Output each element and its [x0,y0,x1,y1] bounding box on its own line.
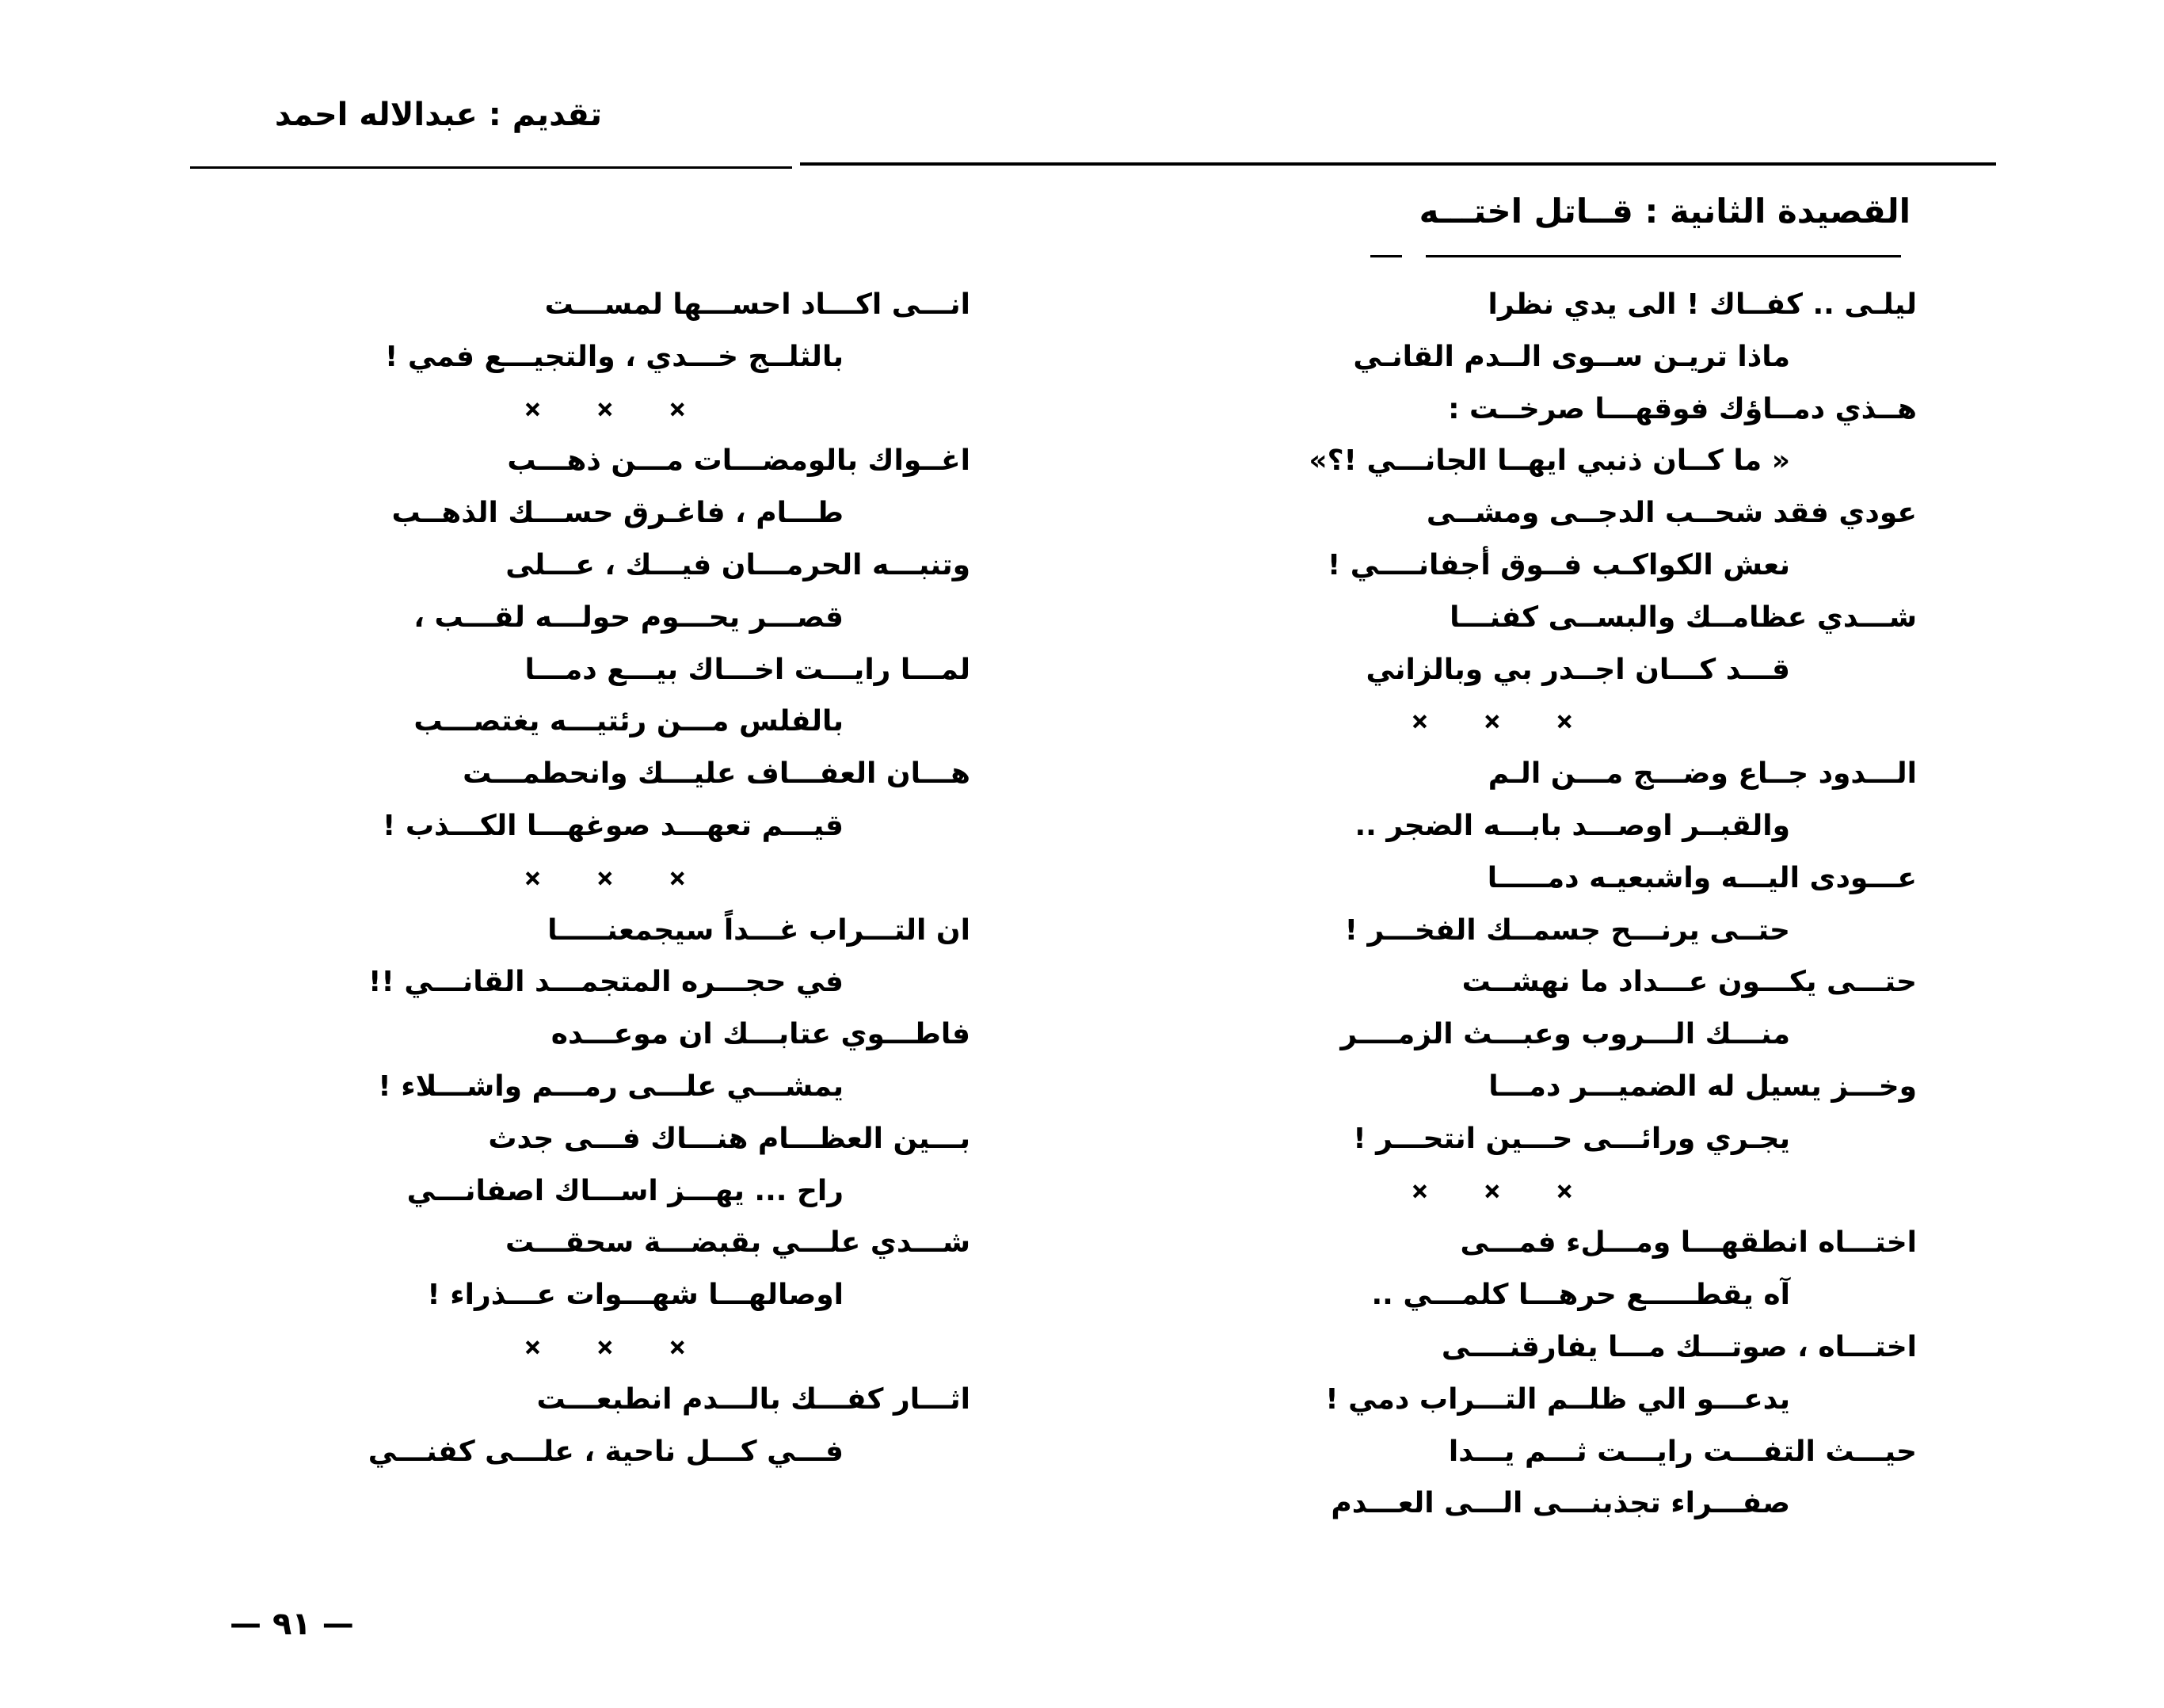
verse-line: حيـــث التفـــت رايـــت ثـــم يـــدا [1448,1435,1917,1468]
verse-line: فـــي كـــل ناحية ، علـــى كفنـــي [368,1435,844,1468]
poem-column-left [269,279,970,1477]
verse-line: نعش الكواكـب فــوق أجفانــــي ! [1327,548,1790,581]
verse-line: شـــدي علـــي بقبضـــة سحقـــت [505,1226,970,1260]
verse-line: شـــدي عظامــك والبســى كفنـــا [1450,600,1917,634]
verse-line: انـــى اكـــاد احســـها لمســـت [544,288,970,321]
verse-line: بالفلس مـــن رئتيـــه يغتصـــب [413,705,844,738]
verse-line: اختـــاه انطقهـــا ومـــلء فمـــى [1460,1226,1917,1260]
verse-line: قـــد كـــان اجــدر بي وبالزاني [1366,653,1790,686]
title-underline [1426,255,1901,257]
verse-line: صفـــراء تجذبنـــى الـــى العـــدم [1331,1487,1790,1520]
verse-line: اثـــار كفـــك بالـــدم انطبعـــت [536,1382,970,1416]
verse-line: قصـــر يحـــوم حولـــه لقـــب ، [413,600,844,634]
page-number: — ٩١ — [230,1606,354,1642]
stanza-separator: × × × [524,392,705,425]
poem-title: القصيدة الثانية : قــاتل اختـــه [1419,192,1911,231]
verse-line: والقبــر اوصـــد بابـــه الضجر .. [1354,809,1790,842]
verse-line: هــذي دمــاؤك فوقهـــا صرخــت : [1448,392,1917,425]
verse-line: طـــام ، فاغـرق حســـك الذهــب [391,497,844,530]
verse-line: بالثلــج خـــدي ، والتجيـــع فمي ! [384,340,844,373]
verse-line: آه يقطـــــع حرهـــا كلمـــي .. [1371,1279,1790,1312]
verse-line: هـــان العفـــاف عليـــك وانحطمـــت [463,757,970,791]
verse-line: الـــدود جــاع وضـــج مـــن الـم [1488,757,1917,791]
verse-line: « ما كــان ذنبي ايهــا الجانـــي !؟» [1309,444,1790,478]
verse-line: حتـــى يكـــون عـــداد ما نهشــت [1461,966,1917,999]
header-rule-left [190,166,792,169]
verse-line: ليلـى .. كفــاك ! الى يدي نظرا [1488,288,1917,321]
verse-line: حتــى يرنـــح جسمــك الفخـــر ! [1344,913,1790,947]
verse-line: وتنبـــه الحرمـــان فيـــك ، عـــلى [505,548,970,581]
stanza-separator: × × × [1411,705,1592,738]
verse-line: بـــين العظـــام هنـــاك فـــى جدث [488,1122,970,1155]
verse-line: عـــودى اليـــه واشبعيـه دمـــــا [1487,861,1917,894]
verse-line: يدعـــو الي ظلــم التـــراب دمي ! [1325,1382,1790,1416]
stanza-separator: × × × [1411,1174,1592,1207]
verse-line: يجـري ورائـــى حـــين انتحـــر ! [1353,1122,1790,1155]
verse-line: عودي فقد شحــب الدجــى ومشــى [1426,497,1917,530]
header-rule-right [800,162,1996,166]
verse-line: راح ... يهـــز اســـاك اصفانـــي [406,1174,844,1207]
verse-line: في حجـــره المتجمـــد القانـــي !! [368,966,844,999]
verse-line: منـــك الـــروب وعبـــث الزمــــر [1340,1018,1790,1051]
verse-line: ان التـــراب غـــداً سيجمعنـــــا [547,913,970,947]
verse-line: لمـــا رايـــت اخـــاك بيـــع دمـــا [524,653,970,686]
running-header: تقديم : عبدالاله احمد [274,97,602,133]
verse-line: يمشـــي علـــى رمـــم واشـــلاء ! [378,1069,844,1103]
verse-line: وخـــز يسيل له الضميـــر دمـــا [1488,1069,1917,1103]
verse-line: ماذا تريـن ســوى الــدم القانـي [1353,340,1790,373]
poem-column-right [1216,279,1917,1530]
verse-line: اختـــاه ، صوتـــك مـــا يفارقنــــى [1441,1330,1917,1363]
stanza-separator: × × × [524,1330,705,1363]
verse-line: اغــواك بالومضـــات مـــن ذهـــب [507,444,970,478]
verse-line: اوصالهـــا شهـــوات عـــذراء ! [427,1279,844,1312]
title-underline-dash [1370,255,1402,257]
verse-line: فاطـــوي عتابـــك ان موعـــده [551,1018,970,1051]
verse-line: قيـــم تعهـــد صوغهـــا الكـــذب ! [382,809,844,842]
stanza-separator: × × × [524,861,705,894]
